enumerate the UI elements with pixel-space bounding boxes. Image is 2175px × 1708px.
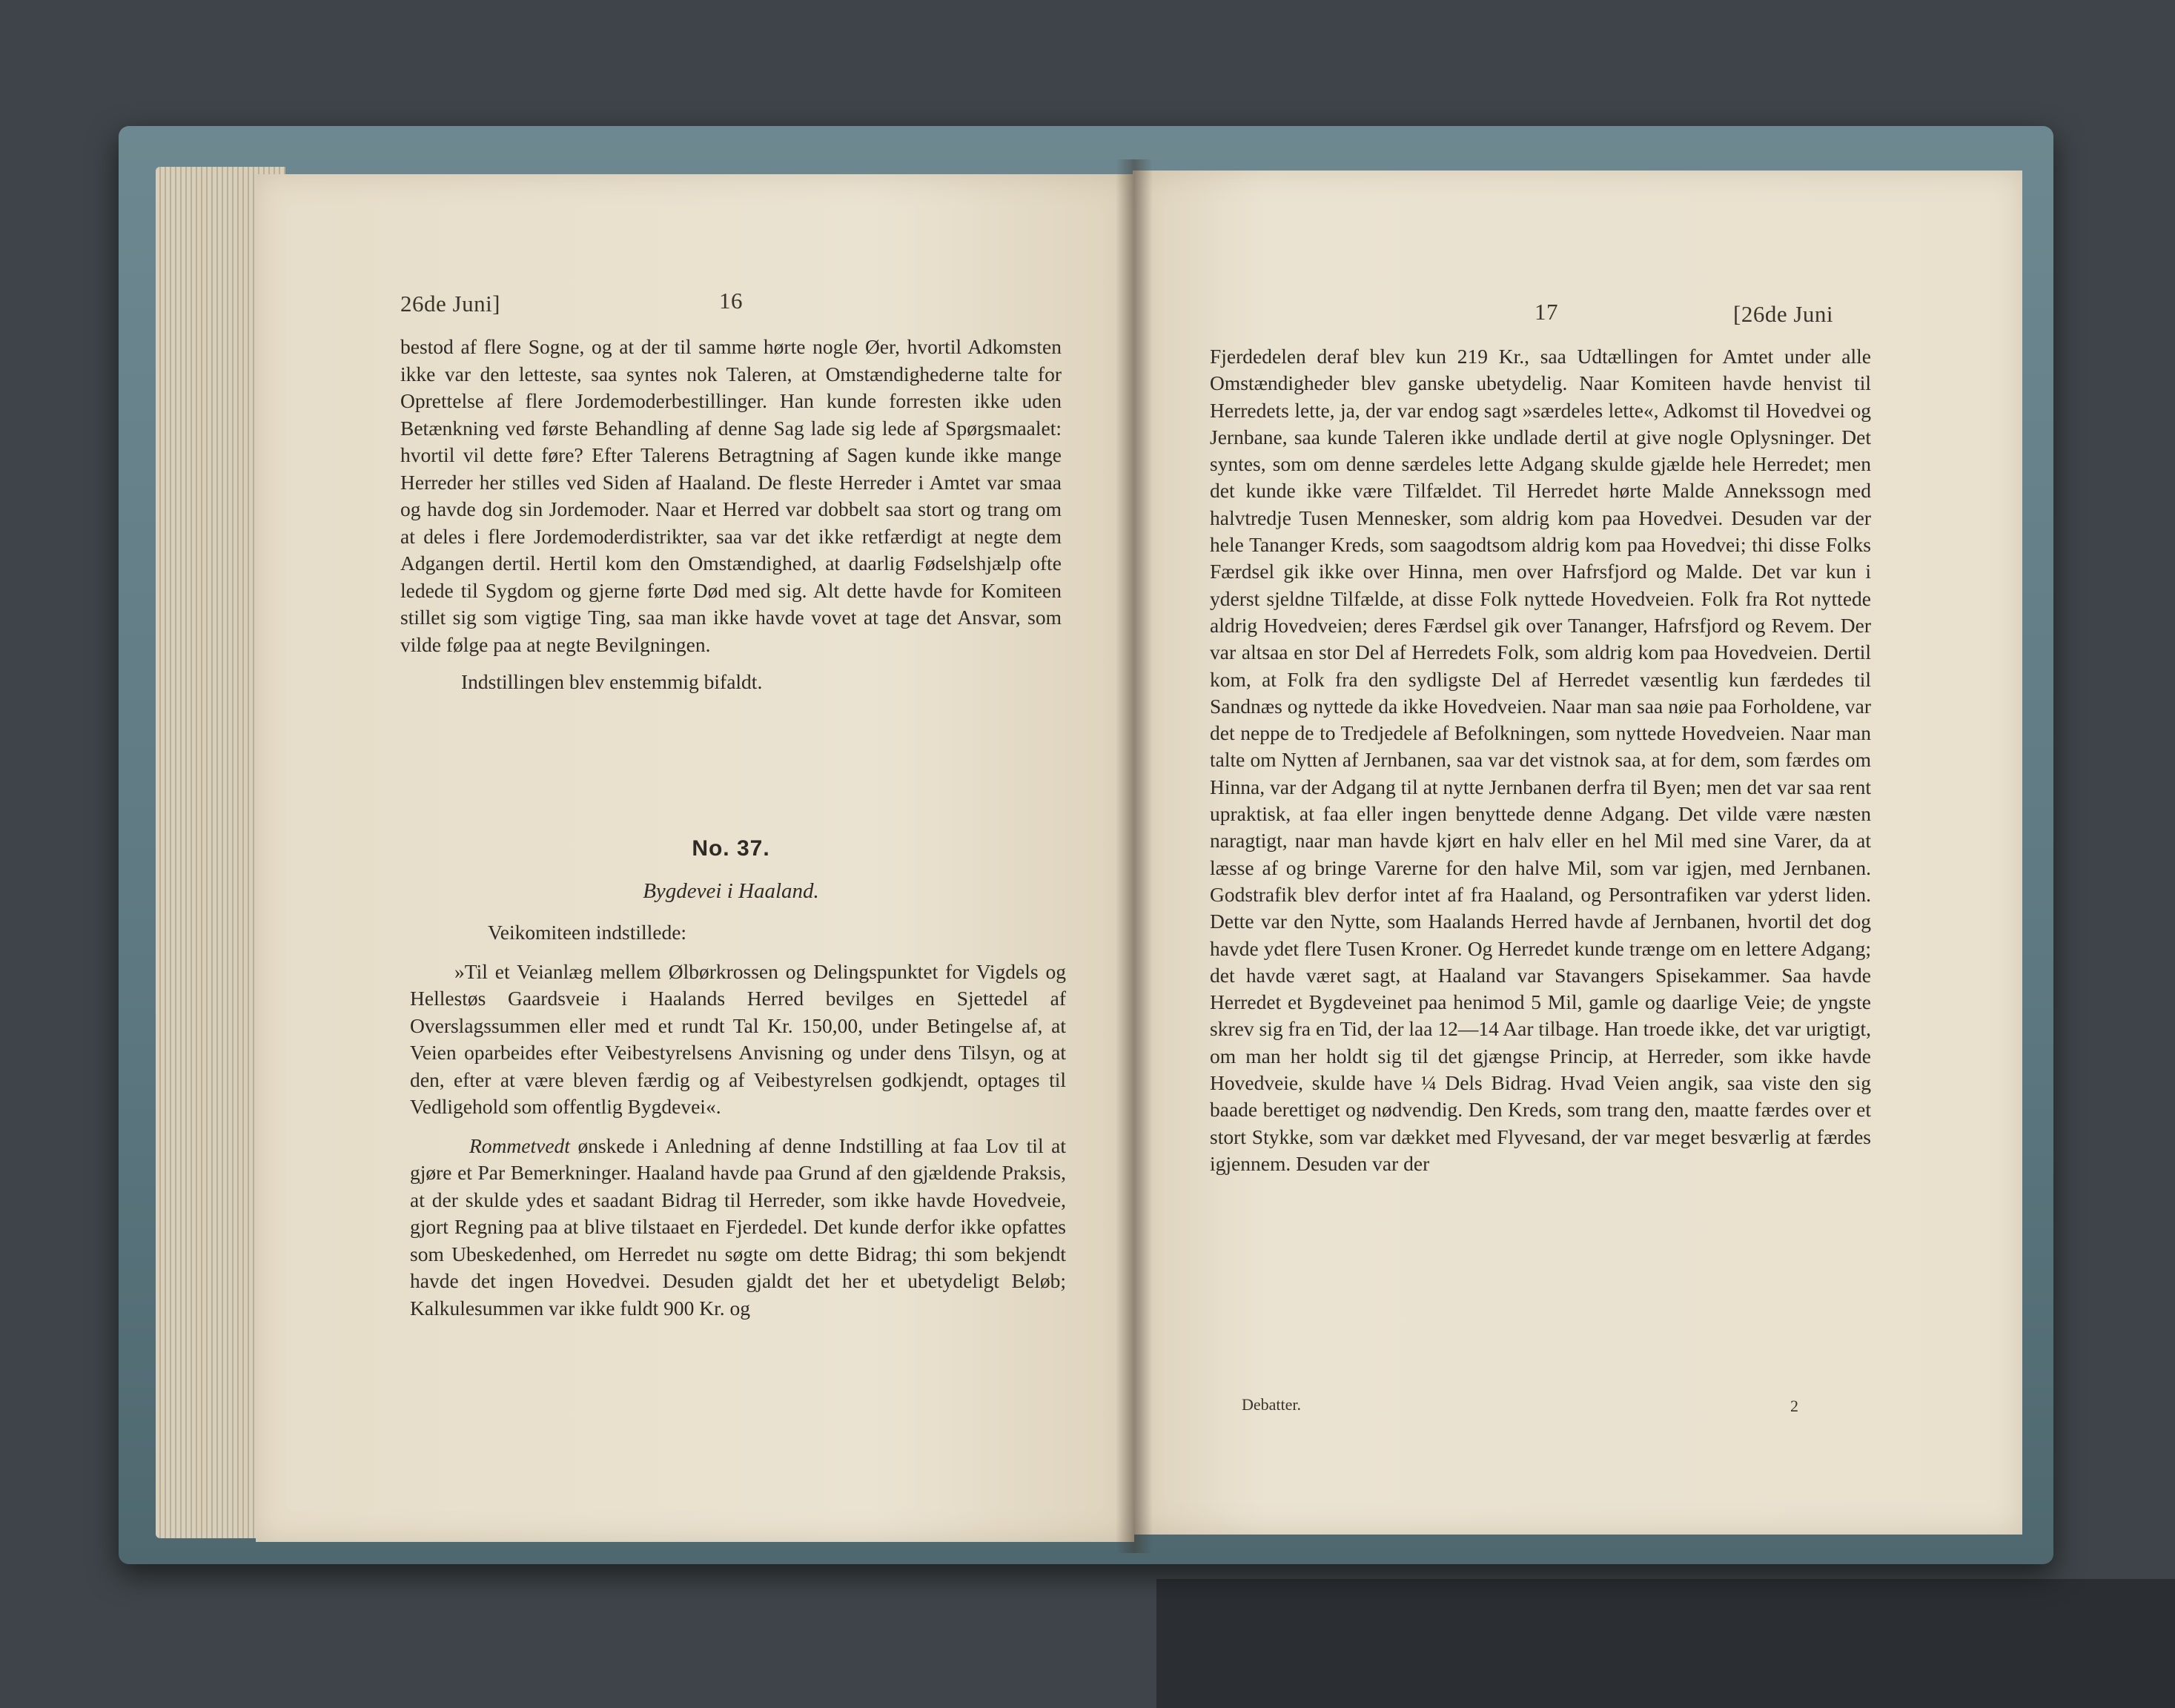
footer-signature: 2 <box>1790 1397 1798 1415</box>
proposal-text: »Til et Veianlæg mellem Ølbørkrossen og Delingspunktet for Vigdels og Hellestøs Gaardsveie i Haalands Herred bevilges en Sjettedel af Overslagssummen eller med et rundt Tal Kr. 150,00, under Betingelse af, at Veien oparbeides efter Veibestyrelsens Anvisning og under dens Tilsyn, og at den, efter at være bleven færdig og af Veibestyrelsen godkjendt, optages til Vedligehold som offentlig Bygdevei«. <box>410 959 1066 1118</box>
committee-intro: Veikomiteen indstillede: <box>488 921 687 944</box>
left-text-lower <box>410 919 1066 1322</box>
left-page-number: 16 <box>719 288 743 314</box>
right-page-number: 17 <box>1535 299 1558 325</box>
left-paragraph-1: bestod af flere Sogne, og at der til samme hørte nogle Øer, hvortil Adkomsten ikke var den letteste, saa syntes nok Taleren, at Omstændighederne talte for Oprettelse af flere Jordemoderbestillinger. Han kunde forresten ikke uden Betænkning ved første Behandling af denne Sag lade sig lede af Spørgsmaalet: hvortil vil dette føre? Efter Talerens Betragtning af Sagen kunde ikke mange Herreder her stilles ved Siden af Haaland. De fleste Herreder i Amtet var smaa og havde dog sin Jordemoder. Naar et Herred var dobbelt saa stort og trang om at deles i flere Jordemoderdistrikter, saa var det ikke retfærdigt at negte dem Adgangen dertil. Hertil kom den Omstændighed, at daarlig Fødselshjælp ofte ledede til Sygdom og gjerne førte Død med sig. Alt dette havde for Komiteen stillet sig som vigtige Ting, saa man ikke havde vovet at tage det Ansvar, som vilde følge paa at negte Bevilgningen. <box>400 335 1062 656</box>
left-text-upper <box>400 334 1062 696</box>
speaker-name: Rommetvedt <box>469 1133 570 1157</box>
left-paragraph-2-text: ønskede i Anledning af denne Indstilling at faa Lov til at gjøre et Par Bemerkninger. Haaland havde paa Grund af den gjældende Praksis, at der skulde ydes et saadant Bidrag til Herreder, som ikke havde Hovedveie, gjort Regning paa at blive tilstaaet en Fjerdedel. Det kunde derfor ikke opfattes som Ubeskedenhed, om Herredet nu søgte om dette Bidrag; thi som bekjendt havde det ingen Hovedvei. Desuden gjaldt det her et ubetydeligt Beløb; Kalkulesummen var ikke fuldt 900 Kr. og <box>410 1133 1066 1320</box>
left-paragraph-2 <box>410 1133 1066 1323</box>
backdrop <box>1156 1579 2175 1708</box>
resolution-line: Indstillingen blev enstemmig bifaldt. <box>461 670 763 693</box>
right-paragraph-1: Fjerdedelen deraf blev kun 219 Kr., saa Udtællingen for Amtet under alle Omstændigheder blev ganske ubetydelig. Naar Komiteen havde henvist til Herredets lette, ja, der var endog sagt »særdeles lette«, Adkomst til Hovedvei og Jernbane, saa kunde Taleren ikke undlade dertil at give nogle Oplysninger. Det syntes, som om denne særdeles lette Adgang skulde gjælde hele Herredet; men det kunde ikke være Tilfældet. Til Herredet hørte Malde Annekssogn med halvtredje Tusen Mennesker, som aldrig kom paa Hovedvei. Desuden var der hele Tananger Kreds, som saagodtsom aldrig kom paa Hovedvei; thi disse Folks Færdsel gik ikke over Hinna, men over Hafrsfjord og Malde. Det var kun i yderst sjeldne Tilfælde, at disse Folk nyttede Hovedveien. Folk fra Rot nyttede aldrig Hovedveien; deres Færdsel gik over Tananger, Hafrsfjord og Revem. Der var altsaa en stor Del af Herredets Folk, som aldrig kom paa Hovedveien. Dertil kom, at Folk fra den sydligste Del af Herredet væsentlig kun færdedes til Sandnæs og nyttede da ikke Hovedveien. Naar man saa nøie paa Forholdene, var det neppe de to Tredjedele af Befolkningen, som nyttede Hovedveien. Naar man talte om Nytten af Jernbanen, saa var det vistnok saa, at for dem, som færdes om Hinna, var der Adgang til at nytte Jernbanen derfra til Byen; men det var saa rent upraktisk, at faa eller ingen benyttede denne Adgang. Det vilde være næsten naragtigt, naar man havde kjørt en halv eller en hel Mil med sine Varer, da at læsse af og bringe Varerne for den halve Mil, som var igjen, med Jernbanen. Godstrafik blev derfor intet af fra Haaland, og Persontrafiken var yderst liden. Dette var den Nytte, som Haalands Herred havde af Jernbanen, hvortil det dog havde ydet flere Tusen Kroner. Og Herredet kunde trænge om en lettere Adgang; det havde været sagt, at Haaland var Stavangers Spisekammer. Saa havde Herredet et Bygdeveinet paa henimod 5 Mil, gamle og daarlige Veie; de yngste skrev sig fra en Tid, der laa 12—14 Aar tilbage. Han troede ikke, det var urigtigt, om man her holdt sig til det gjængse Princip, at Herreder, som ikke havde Hovedveie, skulde have ¼ Dels Bidrag. Hvad Veien angik, saa viste den sig baade berettiget og nødvendig. Den Kreds, som trang den, maatte færdes over et stort Stykke, som var dækket med Flyvesand, der var meget besværlig at færdes igjennem. Desuden var der <box>1210 345 1871 1175</box>
book-gutter <box>1116 159 1153 1553</box>
left-header-date: 26de Juni] <box>400 291 501 317</box>
section-title: Bygdevei i Haaland. <box>643 879 819 903</box>
footer-title: Debatter. <box>1242 1395 1302 1414</box>
section-number: No. 37. <box>692 836 770 861</box>
right-text <box>1210 343 1871 1177</box>
right-header-date: [26de Juni <box>1733 301 1834 327</box>
